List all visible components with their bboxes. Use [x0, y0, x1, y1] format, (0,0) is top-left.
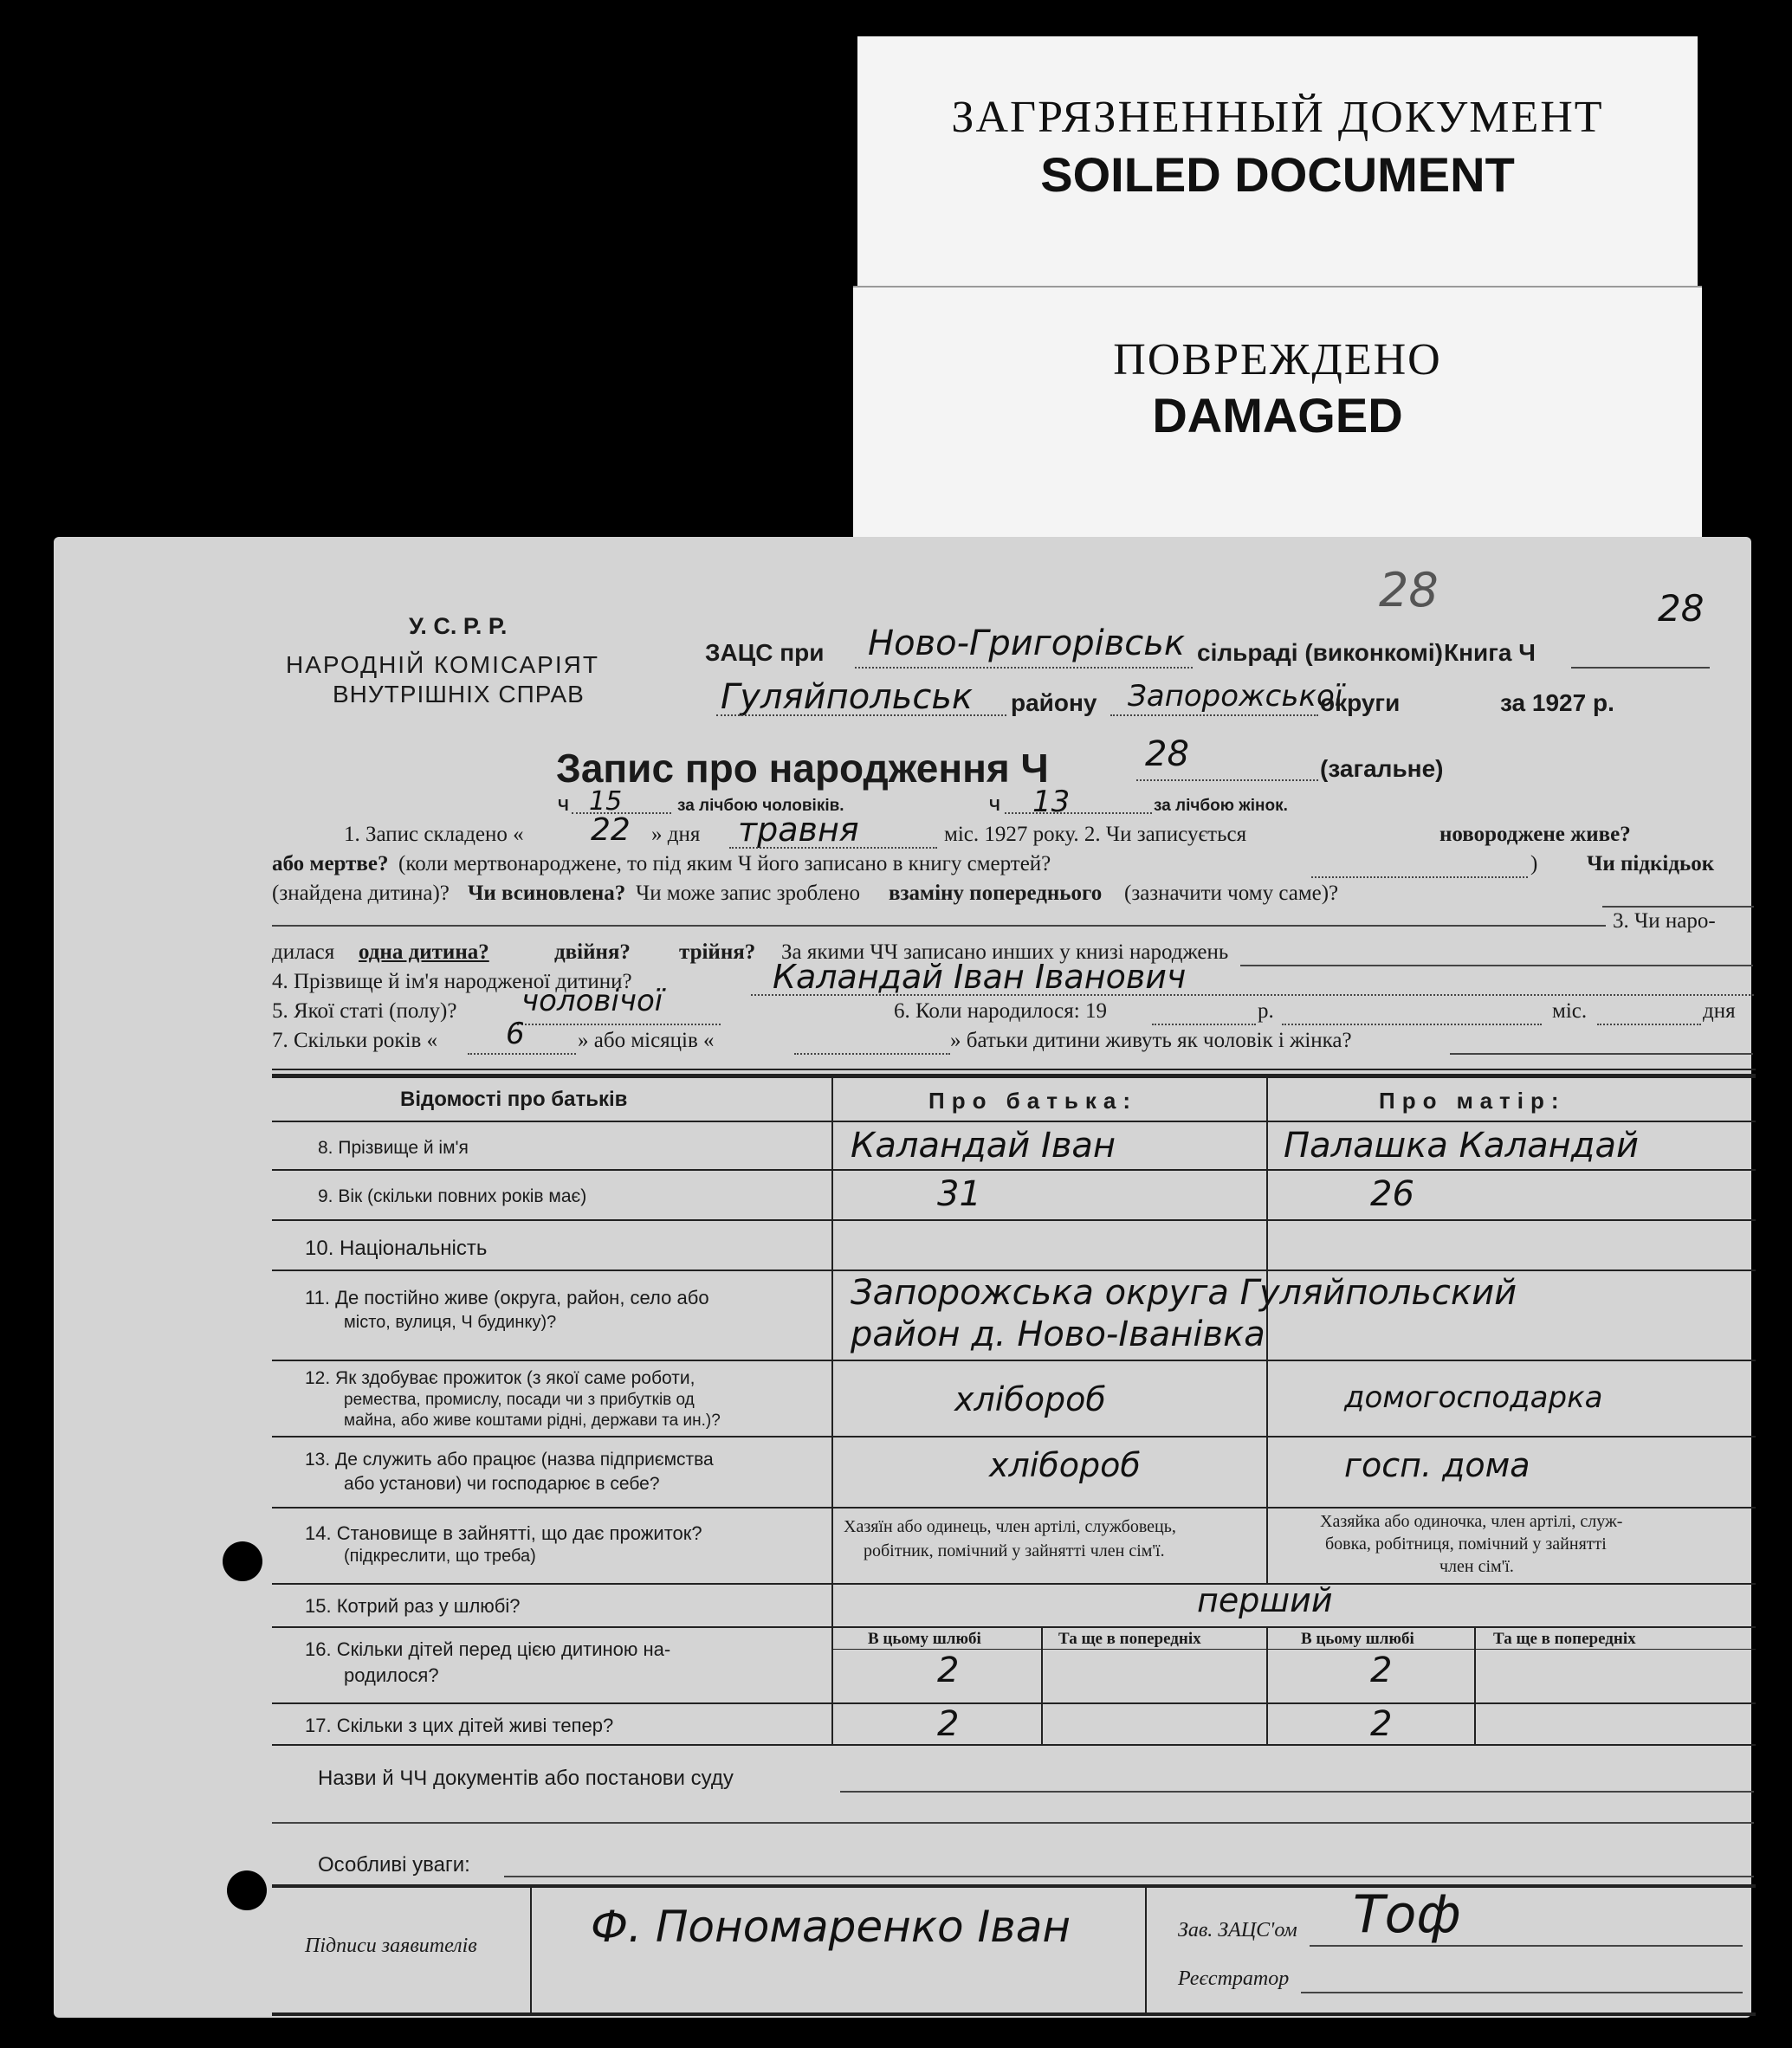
father-workplace: хлібороб — [989, 1446, 1141, 1484]
birth-record-form — [54, 537, 1751, 2018]
mother-status-line-2: бовка, робітниця, помічний у зайнятті — [1325, 1534, 1607, 1554]
commissariat-line-2: ВНУТРІШНІХ СПРАВ — [333, 681, 585, 707]
zahalne-label: (загальне) — [1320, 755, 1444, 782]
q3-text-c: За якими ЧЧ записано инших у книзі народжень — [781, 940, 1229, 964]
q2-text-h: Чи може запис зроблено — [636, 882, 861, 905]
punch-hole — [223, 1541, 262, 1581]
okruhy-label: округи — [1320, 689, 1401, 716]
zacs-value: Ново-Григорівськ — [868, 623, 1185, 663]
q6-year-suffix: р. — [1258, 999, 1274, 1023]
row-13-label-2: або установи) чи господарює в себе? — [344, 1474, 660, 1494]
q1-text-a: 1. Запис складено « — [344, 823, 524, 846]
years-married: 6 — [506, 1017, 525, 1051]
q1-month: травня — [738, 811, 859, 849]
mother-children-living: 2 — [1370, 1704, 1393, 1744]
child-sex: чоловічої — [521, 984, 663, 1018]
q2-text-f: (знайдена дитина)? — [272, 882, 450, 905]
punch-hole — [227, 1870, 267, 1910]
q3-twins: двійня? — [554, 940, 631, 964]
mother-children-born: 2 — [1370, 1651, 1393, 1690]
year-label: за 1927 р. — [1500, 689, 1614, 716]
col-info-header: Відомості про батьків — [400, 1088, 628, 1111]
mother-sub-previous: Та ще в попередніх — [1493, 1630, 1636, 1648]
soiled-label — [857, 36, 1698, 322]
col-mother-header: Про матір: — [1379, 1088, 1566, 1114]
form-title: Запис про народження Ч — [556, 746, 1049, 791]
father-children-born: 2 — [937, 1651, 960, 1690]
row-10-label: 10. Національність — [305, 1237, 488, 1260]
women-count: 13 — [1032, 785, 1071, 819]
row-16-label-1: 16. Скільки дітей перед цією дитиною на- — [305, 1638, 671, 1660]
damaged-label — [853, 286, 1702, 547]
father-status-line-1: Хазяїн або одинець, член артілі, службовець, — [844, 1517, 1176, 1536]
child-name: Каландай Іван Іванович — [773, 958, 1187, 996]
mother-livelihood: домогосподарка — [1344, 1380, 1603, 1415]
row-13-label-1: 13. Де служить або працює (назва підприємства — [305, 1450, 714, 1470]
marriage-number: перший — [1197, 1581, 1333, 1619]
row-12-label-2: ремества, промислу, посади чи з прибутків од — [344, 1391, 695, 1409]
q3-one-child: одна дитина? — [359, 940, 489, 964]
father-name: Каландай Іван — [851, 1126, 1116, 1166]
usrr-heading: У. С. Р. Р. — [409, 613, 508, 639]
knyha-label: Книга Ч — [1444, 639, 1536, 666]
row-14-label-1: 14. Становище в зайнятті, що дає прожиток? — [305, 1522, 702, 1544]
father-sub-previous: Та ще в попередніх — [1058, 1630, 1201, 1648]
soiled-label-ru: ЗАГРЯЗНЕННЫЙ ДОКУМЕНТ — [951, 93, 1604, 142]
row-11-label-2: місто, вулиця, Ч будинку)? — [344, 1313, 557, 1332]
q7-text-b: » або місяців « — [578, 1029, 715, 1052]
row-12-label-1: 12. Як здобуває прожиток (з якої саме роботи, — [305, 1368, 695, 1388]
row-17-label: 17. Скільки з цих дітей живі тепер? — [305, 1715, 614, 1736]
head-label: Зав. ЗАЦС'ом — [1178, 1919, 1297, 1941]
father-livelihood: хлібороб — [954, 1380, 1106, 1418]
row-12-label-3: майна, або живе коштами рідні, держави та ин.)? — [344, 1412, 721, 1430]
q3-text-b: дилася — [272, 940, 335, 964]
q5-text: 5. Якої статі (полу)? — [272, 999, 457, 1023]
q2-text-g: Чи всиновлена? — [468, 882, 626, 905]
rayonu-label: району — [1011, 689, 1097, 716]
q2-text-d: ) — [1530, 852, 1538, 875]
father-status-line-2: робітник, помічний у зайнятті член сім'ї. — [864, 1541, 1165, 1560]
father-children-living: 2 — [937, 1704, 960, 1744]
q7-text: 7. Скільки років « — [272, 1029, 438, 1052]
q4-text: 4. Прізвище й ім'я народженої дитини? — [272, 970, 632, 993]
men-prefix: Ч — [558, 797, 569, 814]
row-8-label: 8. Прізвище й ім'я — [318, 1138, 469, 1158]
q1-text-c: міс. 1927 року. 2. Чи записується — [944, 823, 1247, 846]
mother-status-line-3: член сім'ї. — [1439, 1557, 1514, 1576]
commissariat-line-1: НАРОДНІЙ КОМІСАРІЯТ — [286, 651, 599, 678]
damaged-label-en: DAMAGED — [1152, 388, 1403, 443]
signatures-label: Підписи заявителів — [305, 1935, 477, 1957]
q2-text-e: Чи підкідьок — [1587, 852, 1715, 875]
mother-name: Палашка Каландай — [1284, 1126, 1639, 1166]
q2-text-j: (зазначити чому саме)? — [1124, 882, 1339, 905]
mother-sub-this-marriage: В цьому шлюбі — [1301, 1630, 1414, 1648]
q6-day-suffix: дня — [1703, 999, 1736, 1023]
page-number: 28 — [1379, 563, 1439, 617]
father-sub-this-marriage: В цьому шлюбі — [868, 1630, 981, 1648]
rayon-value: Гуляйпольськ — [721, 677, 974, 717]
row-9-label: 9. Вік (скільки повних років має) — [318, 1186, 587, 1206]
q6-text: 6. Коли народилося: 19 — [894, 999, 1107, 1023]
q2-text-c: (коли мертвонароджене, то під яким Ч його записано в книгу смертей? — [398, 852, 1051, 875]
record-number: 28 — [1145, 734, 1189, 774]
soiled-label-en: SOILED DOCUMENT — [1040, 147, 1515, 202]
col-father-header: Про батька: — [928, 1088, 1138, 1114]
q1-day: 22 — [591, 812, 631, 848]
q2-text: новороджене живе? — [1439, 823, 1631, 846]
father-age: 31 — [937, 1174, 981, 1214]
okruha-value: Запорожської — [1128, 679, 1343, 714]
q3-text: 3. Чи наро- — [1613, 909, 1716, 933]
men-count: 15 — [589, 786, 623, 817]
notes-label: Особливі уваги: — [318, 1853, 470, 1877]
mother-age: 26 — [1370, 1174, 1414, 1214]
row-15-label: 15. Котрий раз у шлюбі? — [305, 1595, 521, 1617]
q6-month-suffix: міс. — [1552, 999, 1588, 1023]
q1-text-b: » дня — [651, 823, 701, 846]
women-prefix: Ч — [989, 797, 1000, 814]
men-label: за лічбою чоловіків. — [677, 797, 844, 815]
row-14-label-2: (підкреслити, що треба) — [344, 1547, 536, 1566]
q3-triplets: трійня? — [679, 940, 756, 964]
applicant-signature: Ф. Пономаренко Іван — [591, 1902, 1071, 1952]
mother-status-line-1: Хазяйка або одиночка, член артілі, служ- — [1320, 1512, 1623, 1531]
residence-line-2: район д. Ново-Іванівка — [851, 1315, 1265, 1354]
mother-workplace: госп. дома — [1344, 1446, 1530, 1484]
head-signature: Тоф — [1353, 1884, 1461, 1945]
corner-number: 28 — [1658, 587, 1705, 630]
q2-text-b: або мертве? — [272, 852, 389, 875]
row-16-label-2: родилося? — [344, 1664, 439, 1686]
row-11-label-1: 11. Де постійно живе (округа, район, село або — [305, 1287, 709, 1308]
damaged-label-ru: ПОВРЕЖДЕНО — [1113, 335, 1442, 384]
registrar-label: Реєстратор — [1178, 1967, 1290, 1990]
residence-line-1: Запорожська округа Гуляйпольский — [851, 1273, 1517, 1313]
documents-label: Назви й ЧЧ документів або постанови суду — [318, 1767, 734, 1790]
women-label: за лічбою жінок. — [1154, 797, 1288, 815]
zacs-label: ЗАЦС при — [705, 639, 825, 666]
q7-text-c: » батьки дитини живуть як чоловік і жінка? — [950, 1029, 1352, 1052]
q2-text-i: взаміну попереднього — [889, 882, 1103, 905]
silradi-label: сільраді (виконкомі) — [1197, 639, 1443, 666]
